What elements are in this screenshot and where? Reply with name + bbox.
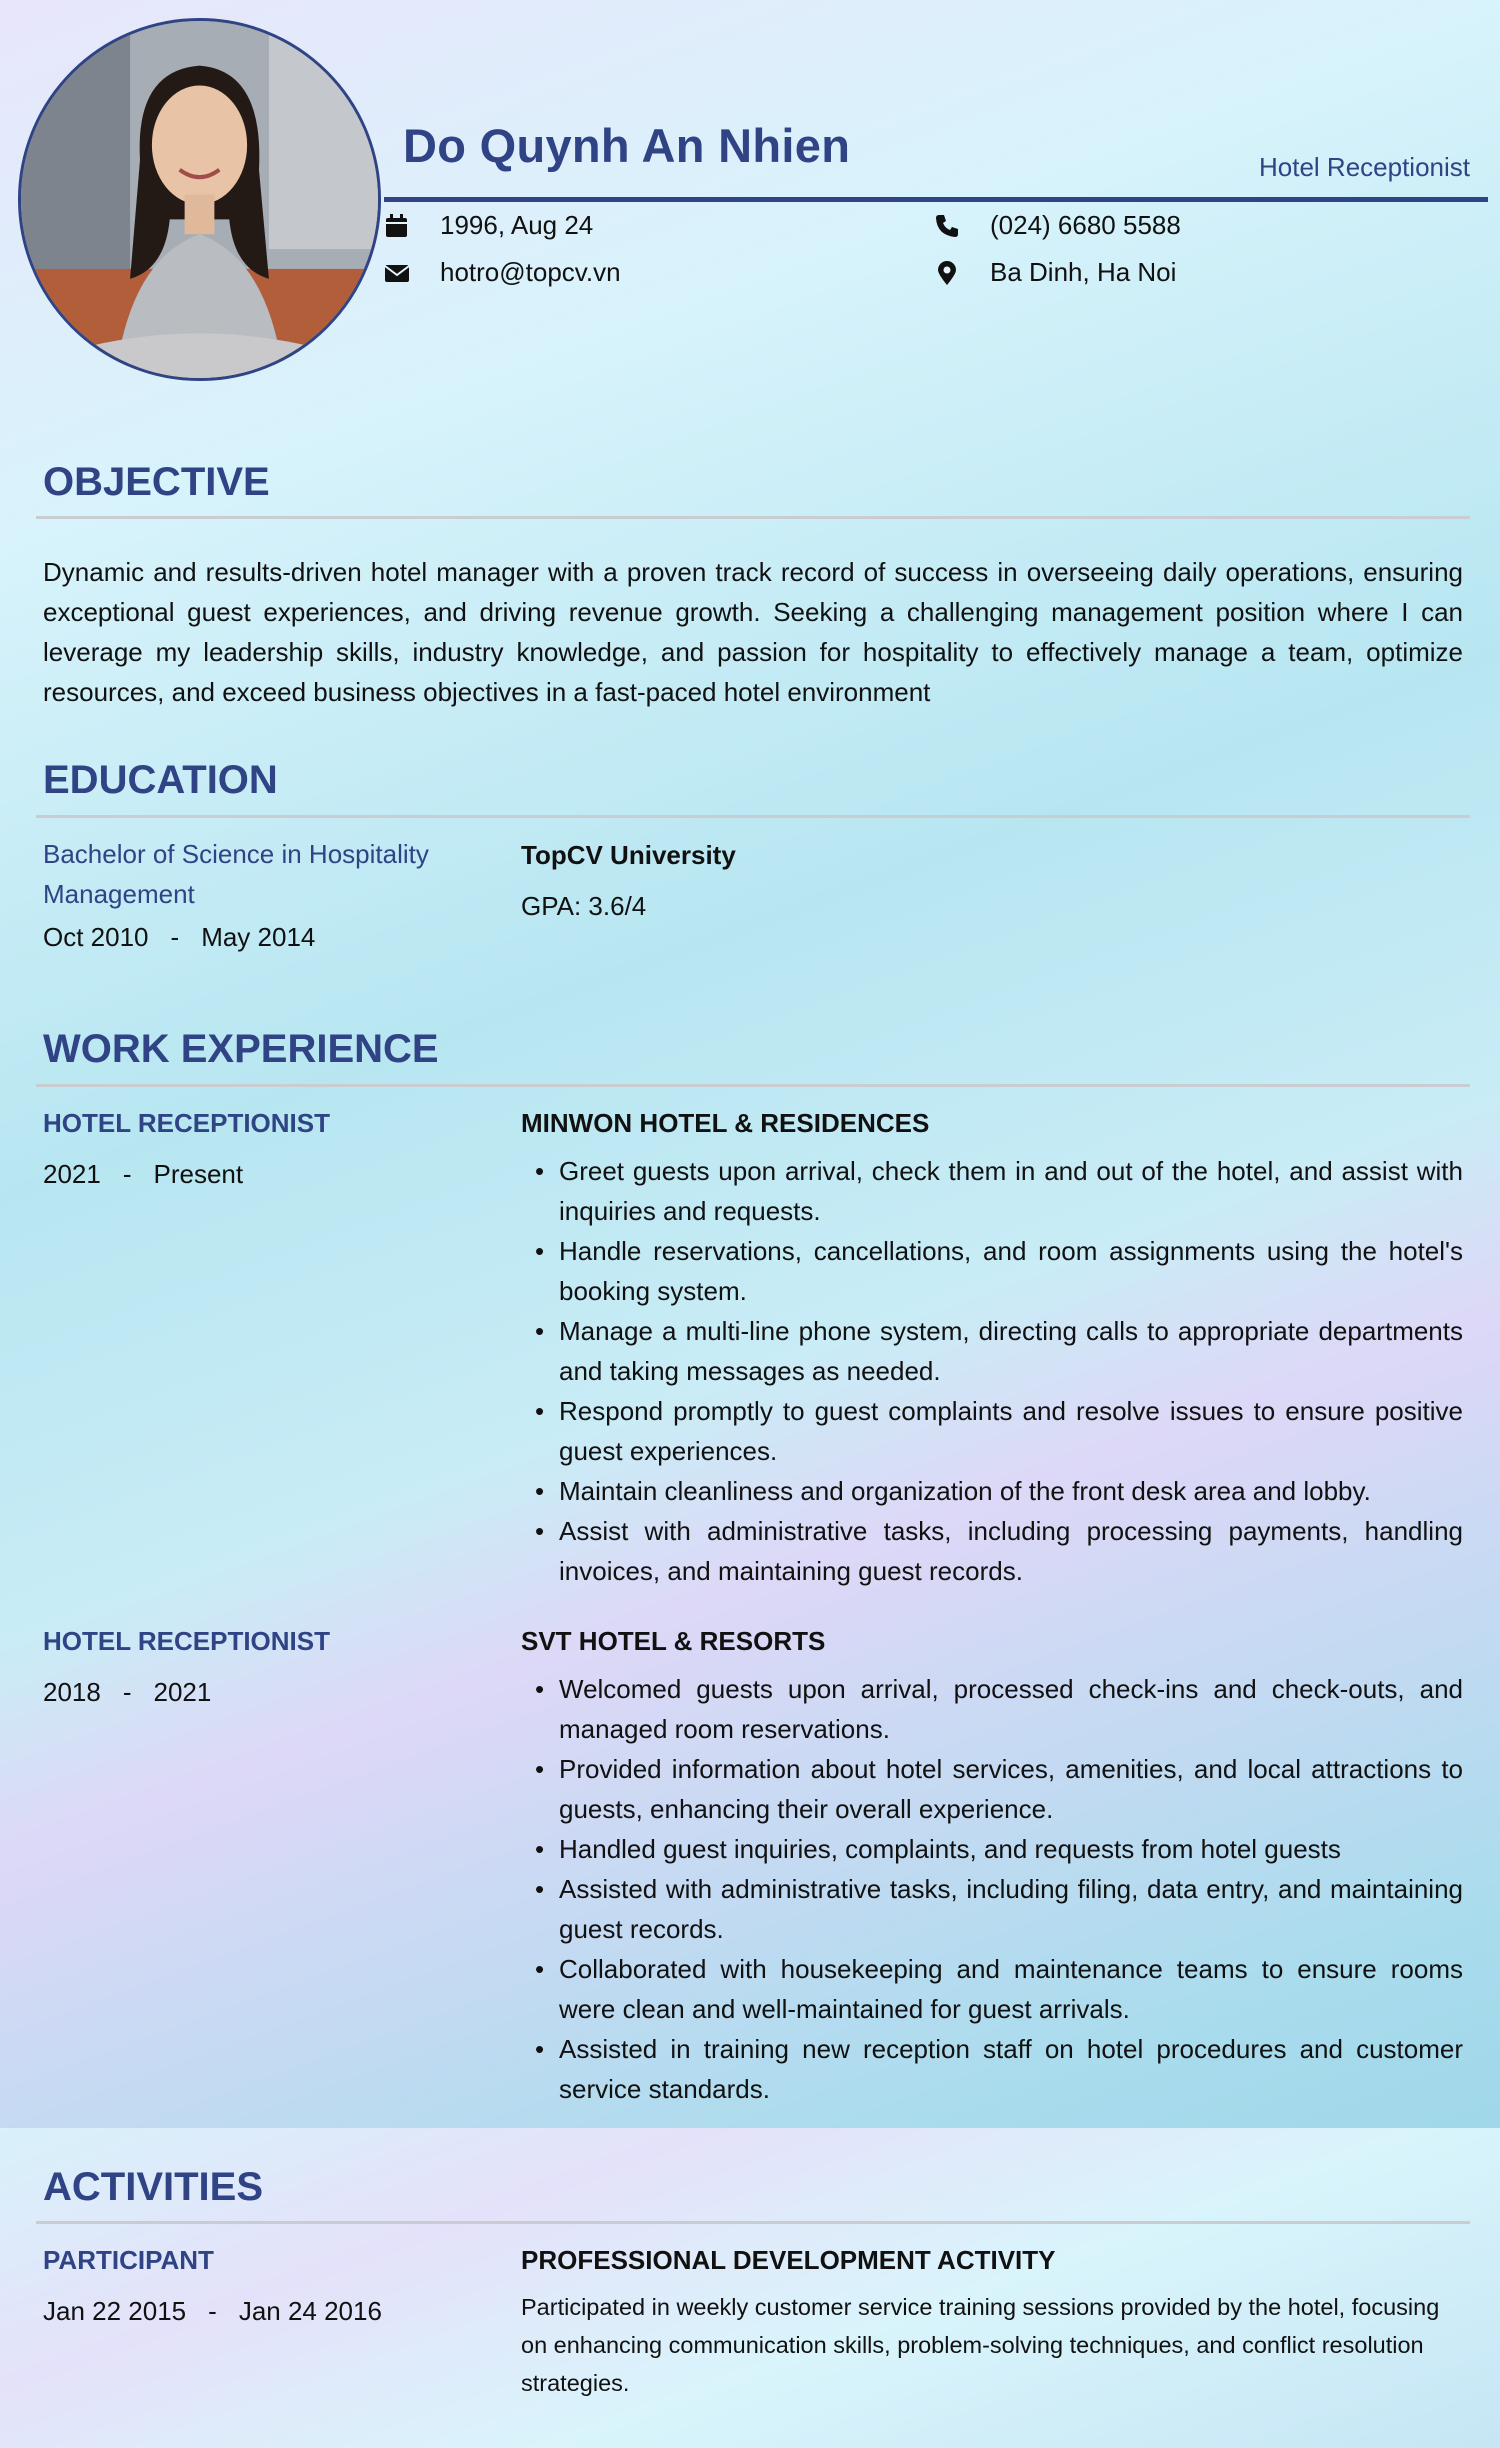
gpa: GPA: 3.6/4	[521, 891, 647, 921]
duty-item: • Collaborated with housekeeping and maintenance teams to ensure rooms were clean and well-maintained for guest arrivals.	[521, 1949, 1463, 2029]
job-2-position: HOTEL RECEPTIONIST	[43, 1626, 330, 1656]
activities-divider	[36, 2221, 1470, 2224]
job-1-right	[521, 1108, 1463, 1591]
activity-right	[521, 2245, 1463, 2402]
header-divider	[384, 197, 1488, 202]
objective-divider	[36, 516, 1470, 519]
envelope-icon	[384, 260, 410, 286]
date-separator: -	[122, 1677, 132, 1707]
activity-dates	[43, 2296, 483, 2327]
education-heading: EDUCATION	[43, 758, 278, 802]
address-text: Ba Dinh, Ha Noi	[990, 257, 1177, 287]
job-title: Hotel Receptionist	[1259, 152, 1470, 182]
phone-icon	[934, 213, 960, 239]
duty-item: • Assisted in training new reception staff on hotel procedures and customer service standards.	[521, 2029, 1463, 2109]
job-2-dates	[43, 1677, 483, 1708]
job-2-duties	[521, 1669, 1463, 2109]
experience-divider	[36, 1084, 1470, 1087]
activity-start: Jan 22 2015	[43, 2296, 187, 2326]
school-name: TopCV University	[521, 840, 736, 870]
duty-item: • Handled guest inquiries, complaints, and requests from hotel guests	[521, 1829, 1463, 1869]
job-2-start: 2018	[43, 1677, 101, 1707]
experience-heading: WORK EXPERIENCE	[43, 1027, 439, 1071]
map-pin-icon	[934, 260, 960, 286]
duty-item: • Provided information about hotel services, amenities, and local attractions to guests, enhancing their overall experience.	[521, 1749, 1463, 1829]
duty-item: • Handle reservations, cancellations, and room assignments using the hotel's booking system.	[521, 1231, 1463, 1311]
job-2-right	[521, 1626, 1463, 2109]
job-1-duties	[521, 1151, 1463, 1591]
activity-name: PROFESSIONAL DEVELOPMENT ACTIVITY	[521, 2245, 1056, 2275]
education-start: Oct 2010	[43, 922, 149, 952]
education-left	[43, 834, 483, 953]
profile-photo	[18, 18, 381, 381]
job-1-end: Present	[153, 1159, 244, 1189]
contact-phone	[934, 210, 1181, 241]
email-text[interactable]: hotro@topcv.vn	[440, 257, 621, 287]
job-1-dates	[43, 1159, 483, 1190]
date-separator: -	[122, 1159, 132, 1189]
job-1-position: HOTEL RECEPTIONIST	[43, 1108, 330, 1138]
education-dates	[43, 922, 483, 953]
duty-item: • Manage a multi-line phone system, directing calls to appropriate departments and taking messages as needed.	[521, 1311, 1463, 1391]
duty-item: • Assist with administrative tasks, including processing payments, handling invoices, and maintaining guest records.	[521, 1511, 1463, 1591]
education-divider	[36, 815, 1470, 818]
calendar-icon	[384, 213, 410, 239]
date-separator: -	[170, 922, 180, 952]
duty-item: • Maintain cleanliness and organization of the front desk area and lobby.	[521, 1471, 1463, 1511]
job-2-left	[43, 1626, 483, 1708]
activity-left	[43, 2245, 483, 2327]
duty-item: • Assisted with administrative tasks, including filing, data entry, and maintaining guest records.	[521, 1869, 1463, 1949]
education-end: May 2014	[201, 922, 316, 952]
objective-heading: OBJECTIVE	[43, 460, 270, 504]
activity-end: Jan 24 2016	[238, 2296, 382, 2326]
job-1-company: MINWON HOTEL & RESIDENCES	[521, 1108, 930, 1138]
objective-text: Dynamic and results-driven hotel manager with a proven track record of success in overseeing daily operations, ensuring exceptional guest experiences, and driving revenue growth. Seeking a challenging management position where I can leverage my leadership skills, industry knowledge, and passion for hospitality to effectively manage a team, optimize resources, and exceed business objectives in a fast-paced hotel environment	[43, 557, 1463, 707]
date-separator: -	[208, 2296, 217, 2326]
duty-item: • Respond promptly to guest complaints and resolve issues to ensure positive guest experiences.	[521, 1391, 1463, 1471]
job-1-left	[43, 1108, 483, 1190]
job-1-start: 2021	[43, 1159, 101, 1189]
degree-name: Bachelor of Science in Hospitality Management	[43, 839, 429, 909]
activity-role: PARTICIPANT	[43, 2245, 214, 2275]
phone-text: (024) 6680 5588	[990, 210, 1181, 240]
contact-birthday	[384, 210, 593, 241]
duty-item: • Welcomed guests upon arrival, processed check-ins and check-outs, and managed room reservations.	[521, 1669, 1463, 1749]
contact-email	[384, 257, 621, 288]
job-2-end: 2021	[153, 1677, 212, 1707]
birthday-text: 1996, Aug 24	[440, 210, 594, 240]
contact-address	[934, 257, 1176, 288]
job-2-company: SVT HOTEL & RESORTS	[521, 1626, 826, 1656]
duty-item: • Greet guests upon arrival, check them in and out of the hotel, and assist with inquiries and requests.	[521, 1151, 1463, 1231]
activity-description: Participated in weekly customer service training sessions provided by the hotel, focusing on enhancing communication skills, problem-solving techniques, and conflict resolution strategies.	[521, 2294, 1440, 2396]
activities-heading: ACTIVITIES	[43, 2165, 264, 2209]
candidate-name: Do Quynh An Nhien	[403, 119, 851, 172]
education-right	[521, 840, 1463, 922]
